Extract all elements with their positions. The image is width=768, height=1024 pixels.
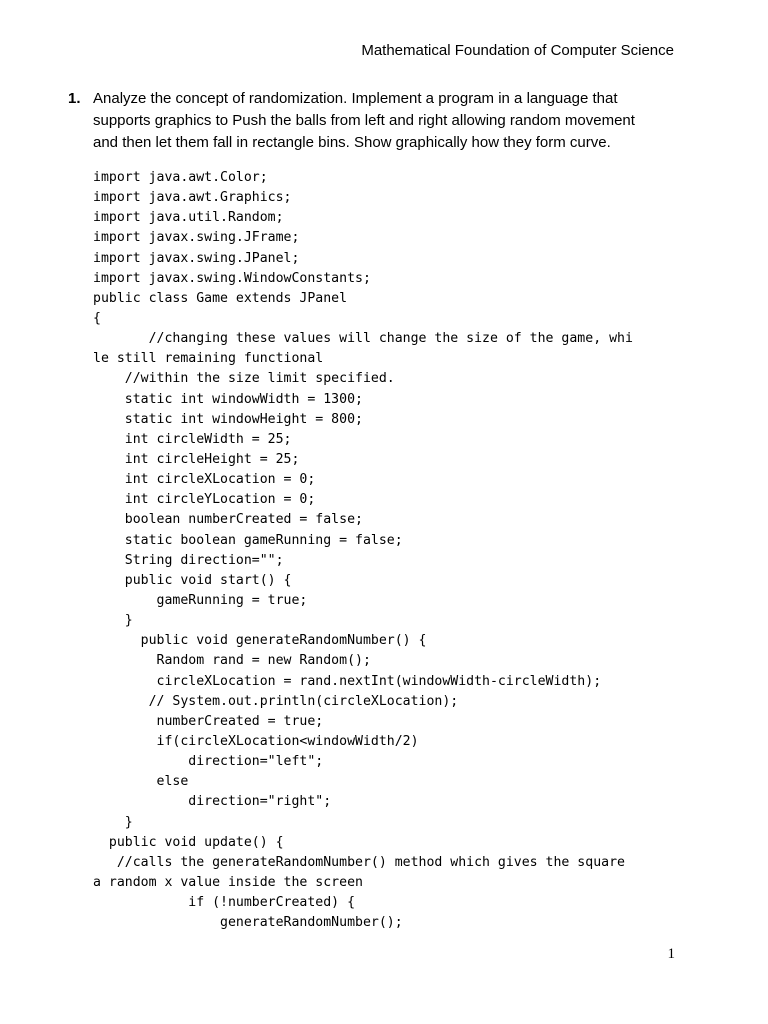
code-line: static int windowWidth = 1300; [93, 391, 363, 407]
question-block [68, 88, 688, 154]
code-line: public void update() { [93, 834, 284, 850]
code-line: { [93, 310, 101, 326]
question-text [93, 88, 688, 154]
code-line: public void start() { [93, 572, 292, 588]
code-line: //within the size limit specified. [93, 371, 395, 387]
code-line: import java.util.Random; [93, 210, 284, 226]
code-line: direction="right"; [93, 794, 332, 810]
code-line: //changing these values will change the size of the game, whi [93, 331, 633, 347]
question-number: 1. [68, 90, 81, 107]
code-line: Random rand = new Random(); [93, 653, 371, 669]
code-line: } [93, 613, 133, 629]
code-line: public class Game extends JPanel [93, 290, 348, 306]
code-line: import javax.swing.JPanel; [93, 250, 300, 266]
code-line: generateRandomNumber(); [93, 915, 403, 931]
code-line: static int windowHeight = 800; [93, 411, 363, 427]
code-line: } [93, 814, 133, 830]
code-line: //calls the generateRandomNumber() method which gives the square [93, 854, 625, 870]
code-line: circleXLocation = rand.nextInt(windowWidth-circleWidth); [93, 673, 602, 689]
code-line: import java.awt.Graphics; [93, 190, 292, 206]
code-line: int circleXLocation = 0; [93, 472, 316, 488]
code-line: import javax.swing.JFrame; [93, 230, 300, 246]
code-line: boolean numberCreated = false; [93, 512, 363, 528]
page-number: 1 [667, 946, 675, 962]
code-line: else [93, 774, 189, 790]
question-line: supports graphics to Push the balls from left and right allowing random movement [93, 112, 635, 129]
code-line: String direction=""; [93, 552, 284, 568]
code-line: direction="left"; [93, 754, 324, 770]
code-line: if (!numberCreated) { [93, 895, 356, 911]
code-line: public void generateRandomNumber() { [93, 633, 427, 649]
code-line: import javax.swing.WindowConstants; [93, 270, 371, 286]
code-line: import java.awt.Color; [93, 170, 268, 185]
code-listing [93, 168, 633, 933]
code-line: int circleYLocation = 0; [93, 492, 316, 508]
code-line: int circleWidth = 25; [93, 431, 292, 447]
code-line: a random x value inside the screen [93, 874, 363, 890]
code-line: static boolean gameRunning = false; [93, 532, 403, 548]
question-line: Analyze the concept of randomization. Implement a program in a language that [93, 90, 618, 107]
code-line: // System.out.println(circleXLocation); [93, 693, 459, 709]
code-line: if(circleXLocation<windowWidth/2) [93, 733, 419, 749]
page-header: Mathematical Foundation of Computer Science [361, 42, 674, 59]
code-line: int circleHeight = 25; [93, 451, 300, 467]
question-line: and then let them fall in rectangle bins. Show graphically how they form curve. [93, 134, 611, 151]
code-line: gameRunning = true; [93, 592, 308, 608]
code-line: numberCreated = true; [93, 713, 324, 729]
code-line: le still remaining functional [93, 351, 324, 367]
